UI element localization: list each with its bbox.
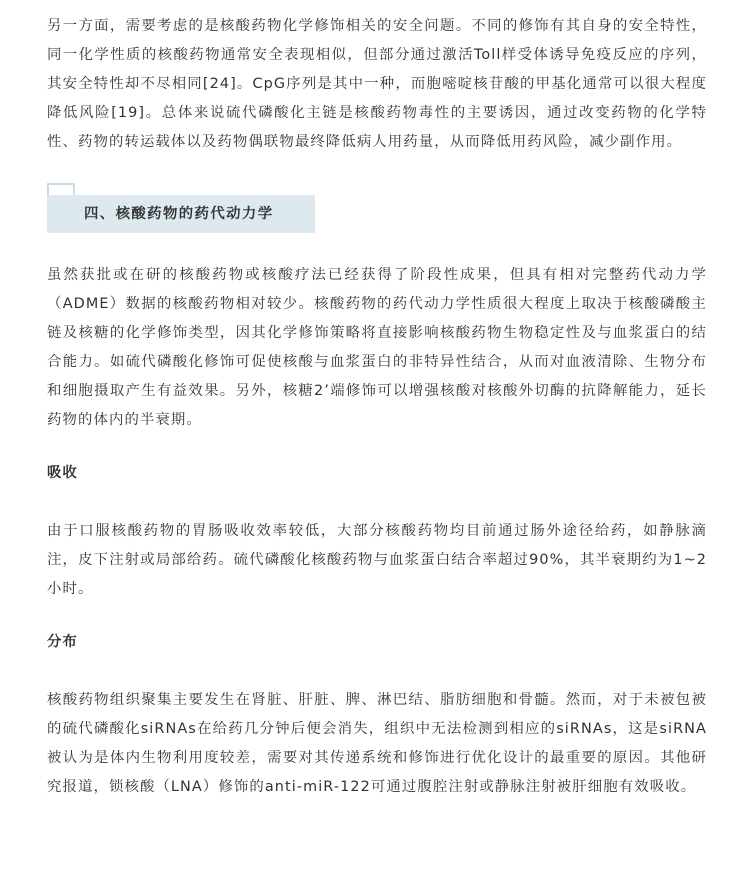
section-header — [47, 183, 707, 233]
section-title: 四、核酸药物的药代动力学 — [84, 206, 274, 222]
section-header-corner-decoration — [47, 183, 75, 195]
distribution-paragraph: 核酸药物组织聚集主要发生在肾脏、肝脏、脾、淋巴结、脂肪细胞和骨髓。然而，对于未被包被的硫代磷酸化siRNAs在给药几分钟后便会消失，组织中无法检测到相应的siRNAs，这是siRNA被认为是体内生物利用度较差，需要对其传递系统和修饰进行优化设计的最重要的原因。其他研究报道，锁核酸（LNA）修饰的anti-miR-122可通过腹腔注射或静脉注射被肝细胞有效吸收。 — [47, 692, 707, 795]
pk-intro-paragraph: 虽然获批或在研的核酸药物或核酸疗法已经获得了阶段性成果，但具有相对完整药代动力学（ADME）数据的核酸药物相对较少。核酸药物的药代动力学性质很大程度上取决于核酸磷酸主链及核糖的化学修饰类型，因其化学修饰策略将直接影响核酸药物生物稳定性及与血浆蛋白的结合能力。如硫代磷酸化修饰可促使核酸与血浆蛋白的非特异性结合，从而对血液清除、生物分布和细胞摄取产生有益效果。另外，核糖2’端修饰可以增强核酸对核酸外切酶的抗降解能力，延长药物的体内的半衰期。 — [47, 267, 707, 428]
article-body — [47, 12, 707, 802]
absorption-heading: 吸收 — [47, 465, 78, 481]
distribution-heading: 分布 — [47, 634, 78, 650]
safety-paragraph: 另一方面，需要考虑的是核酸药物化学修饰相关的安全问题。不同的修饰有其自身的安全特性，同一化学性质的核酸药物通常安全表现相似，但部分通过激活Toll样受体诱导免疫反应的序列，其安全特性却不尽相同[24]。CpG序列是其中一种，而胞嘧啶核苷酸的甲基化通常可以很大程度降低风险[19]。总体来说硫代磷酸化主链是核酸药物毒性的主要诱因，通过改变药物的化学特性、药物的转运载体以及药物偶联物最终降低病人用药量，从而降低用药风险，减少副作用。 — [47, 18, 707, 150]
absorption-paragraph: 由于口服核酸药物的胃肠吸收效率较低，大部分核酸药物均目前通过肠外途径给药，如静脉滴注，皮下注射或局部给药。硫代磷酸化核酸药物与血浆蛋白结合率超过90%，其半衰期约为1~2小时。 — [47, 523, 707, 597]
section-header-box — [47, 195, 315, 233]
